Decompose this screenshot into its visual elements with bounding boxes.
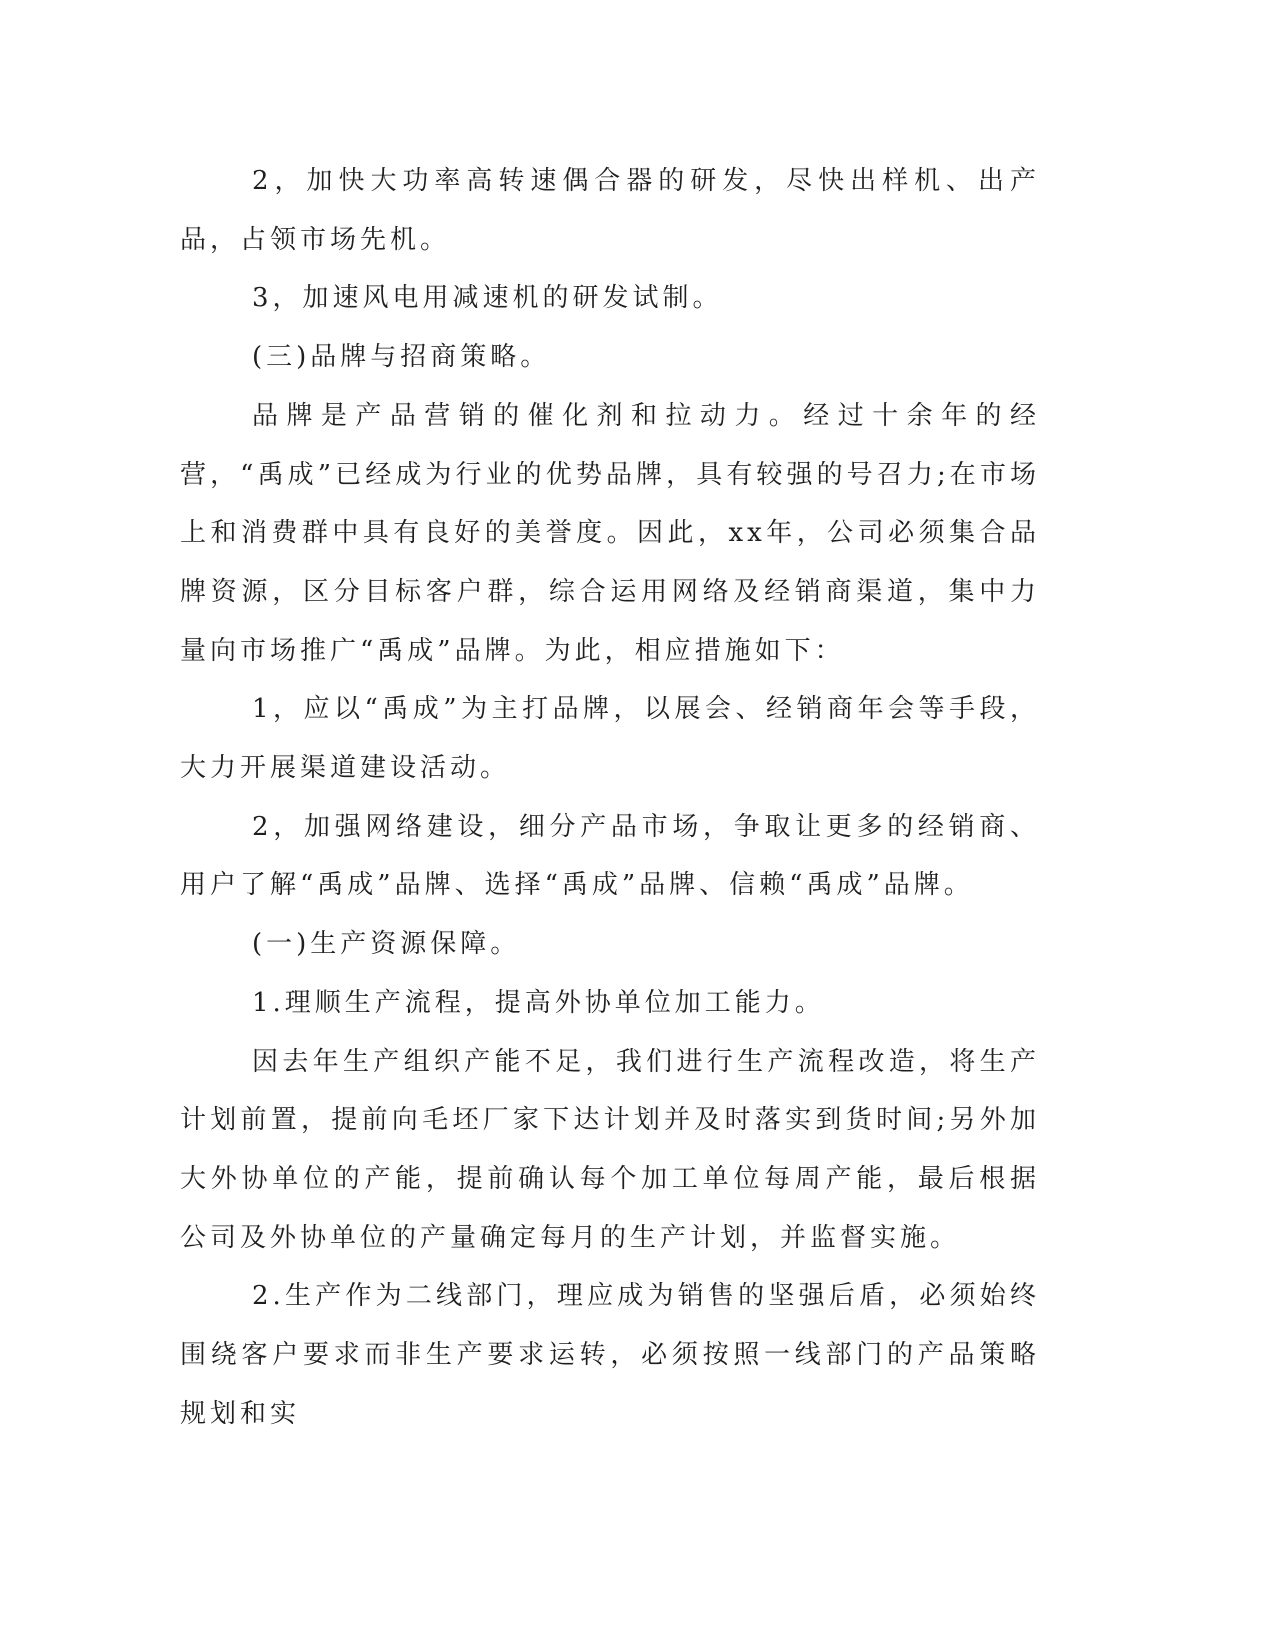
paragraph-brand-measure-1: 1，应以“禹成”为主打品牌，以展会、经销商年会等手段，大力开展渠道建设活动。 [180,694,1040,784]
subheading-production-flow: 1.理顺生产流程，提高外协单位加工能力。 [252,987,825,1018]
paragraph-production-flow-detail: 因去年生产组织产能不足，我们进行生产流程改造，将生产计划前置，提前向毛坯厂家下达计划并及时落实到货时间;另外加大外协单位的产能，提前确认每个加工单位每周产能，最后根据公司及外协单位的产量确定每月的生产计划，并监督实施。 [180,1046,1040,1253]
section-heading-brand-strategy: (三)品牌与招商策略。 [252,342,551,373]
paragraph-brand-measure-2: 2，加强网络建设，细分产品市场，争取让更多的经销商、用户了解“禹成”品牌、选择“禹成”品牌、信赖“禹成”品牌。 [180,811,1040,901]
section-heading-production-resources: (一)生产资源保障。 [252,929,521,960]
paragraph-production-support: 2.生产作为二线部门，理应成为销售的坚强后盾，必须始终围绕客户要求而非生产要求运转，必须按照一线部门的产品策略规划和实 [180,1281,1040,1429]
paragraph-coupler-rnd: 2，加快大功率高转速偶合器的研发，尽快出样机、出产品，占领市场先机。 [180,166,1040,255]
paragraph-wind-reducer: 3，加速风电用减速机的研发试制。 [252,283,723,314]
document-body [180,152,1040,1443]
paragraph-brand-overview: 品牌是产品营销的催化剂和拉动力。经过十余年的经营，“禹成”已经成为行业的优势品牌，具有较强的号召力;在市场上和消费群中具有良好的美誉度。因此，xx年，公司必须集合品牌资源，区分目标客户群，综合运用网络及经销商渠道，集中力量向市场推广“禹成”品牌。为此，相应措施如下： [180,400,1040,666]
